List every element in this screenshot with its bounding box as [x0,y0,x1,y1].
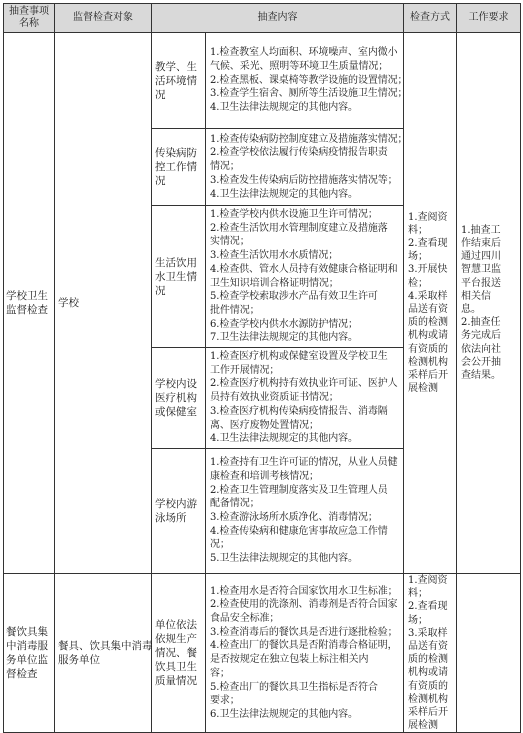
content-line: 1.检查用水是否符合国家饮用水卫生标准； [210,585,398,597]
item-name-line: 餐饮具集 [6,626,48,639]
method-line: 采样后开 [408,706,448,718]
method-line: 2.查看现 [408,601,448,613]
content-line: 1.检查医疗机构或保健室设置及学校卫生 [210,351,388,363]
content-line: 是否按规定在独立包装上标注相关内 [210,654,369,666]
category-line: 饮具卫生 [155,661,197,674]
category-line: 传染病防 [155,147,197,159]
item-name-cell [4,573,55,732]
content-cell [206,129,408,206]
method-cell [404,33,457,574]
content-line: 3.检查生活饮用水水质情况； [210,250,339,262]
header-requirement: 工作要求 [457,4,521,33]
category-line: 况 [155,88,166,101]
content-cell [206,33,408,129]
method-line: 检； [408,277,428,289]
category-line: 活环境情 [155,74,197,87]
requirement-line: 平台报送 [461,277,501,289]
method-line: 料； [408,224,428,236]
method-line: 场； [408,614,428,626]
method-line: 机构或请 [408,330,448,342]
method-line: 1.查阅资 [408,574,448,586]
object-line: 学校 [58,296,79,309]
method-line: 2.查看现 [408,237,448,249]
content-line: 4.检查出厂的餐饮具是否附消毒合格证明， [210,640,398,652]
method-line: 检测机构 [408,693,448,705]
content-cell [206,348,404,449]
table-row [4,33,521,129]
category-cell [152,448,206,573]
object-cell [55,573,152,732]
content-line: 6.检查学校内供水水源防护情况； [210,318,358,330]
content-line: 5.检查学校索取涉水产品有效卫生许可 [210,291,378,303]
method-line: 料； [408,588,428,600]
method-line: 品送有资 [408,303,448,315]
content-line: 2.检查黑板、课桌椅等教学设施的设置情况； [210,74,408,86]
method-line: 4.采取样 [408,290,448,302]
category-line: 泳场所 [155,511,187,524]
category-line: 生活饮用 [155,256,197,269]
category-line: 单位依法 [155,619,197,632]
header-item-name-line1: 抽查事项 [9,6,49,17]
requirement-line: 通过四川 [461,251,501,263]
content-line: 2.检查卫生管理制度落实及卫生管理人员 [210,484,388,496]
content-line: 2.检查生活饮用水管理制度建立及措施落 [210,222,388,234]
content-line: 实情况； [210,236,250,248]
category-cell [152,33,206,129]
category-cell [152,129,206,206]
content-line: 3.检查医疗机构传染病疫情报告、消毒隔 [210,405,388,417]
content-line: 3.检查游泳场所水质净化、消毒情况； [210,511,378,523]
table-row [4,573,521,732]
content-line: 2.检查学校依法履行传染病疫情报告职责 [210,147,388,159]
category-line: 况 [155,284,166,297]
table-body [4,33,521,733]
content-line: 食品安全标准； [210,613,280,625]
object-line: 服务单位 [58,654,100,667]
item-name-line: 督检查 [6,668,38,681]
content-line: 情况； [210,161,240,173]
content-line: 2.检查医疗机构持有效执业许可证、医护人 [210,378,398,390]
requirement-line: 会公开抽 [461,356,501,368]
content-line: 5.卫生法律法规规定的其他内容。 [210,553,358,565]
content-line: 3.检查学生宿舍、厕所等生活设施卫生情况； [210,88,408,100]
requirement-line: 智慧卫监 [461,264,501,276]
content-line: 5.检查出厂的餐饮具卫生指标是否符合 [210,681,378,693]
category-line: 情况、餐 [155,647,197,660]
content-line: 员持有效执业资质证书情况； [210,392,339,404]
content-line: 4.卫生法律法规规定的其他内容。 [210,102,358,114]
category-line: 教学、生 [155,60,197,73]
category-line: 控工作情 [155,161,197,173]
requirement-line: 作结束后 [461,237,501,249]
method-line: 检测机构 [408,356,448,368]
category-cell [152,348,206,449]
content-line: 3.检查发生传染病后防控措施落实情况等； [210,174,398,186]
category-cell [152,573,206,732]
requirement-line: 相关信 [461,290,491,302]
category-line: 质量情况 [155,675,197,688]
header-item-name [4,4,55,33]
method-line: 3.开展快 [408,264,448,276]
method-line: 3.采取样 [408,627,448,639]
content-cell [206,206,404,348]
content-line: 1.检查学校内供水设施卫生许可情况； [210,209,378,220]
content-line: 4.检查供、管水人员持有效健康合格证明和 [210,263,398,275]
header-item-name-line2: 名称 [19,18,39,29]
object-line: 餐具、饮具集中消毒 [58,640,153,653]
category-line: 学校内游 [155,497,197,510]
content-line: 6.卫生法律法规规定的其他内容。 [210,708,358,720]
content-line: 批件情况； [210,304,260,316]
content-line: 气候、采光、照明等环境卫生质量情况； [210,60,389,72]
header-method: 检查方式 [404,4,457,33]
item-name-line: 中消毒服 [6,640,48,653]
category-line: 依规生产 [155,633,197,646]
requirement-line: 依法向社 [461,343,501,355]
method-line: 采样后开 [408,369,448,381]
item-name-line: 务单位监 [6,654,48,667]
method-line: 1.查阅资 [408,211,448,223]
method-line: 展检测 [408,383,438,395]
table-header-row [4,4,521,33]
content-line: 3.检查消毒后的餐饮具是否进行逐批检验； [210,626,398,638]
requirement-cell [457,33,521,574]
content-line: 4.卫生法律法规规定的其他内容。 [210,188,358,200]
inspection-table [3,3,521,733]
method-line: 品送有资 [408,640,448,652]
object-cell [55,33,152,574]
method-line: 质的检测 [408,317,448,329]
item-name-line: 监督检查 [6,303,48,316]
content-cell [206,448,404,573]
requirement-line: 1.抽查工 [461,224,501,236]
method-line: 有资质的 [408,343,448,355]
requirement-line: 务完成后 [461,330,501,342]
method-line: 机构或请 [408,667,448,679]
method-line: 质的检测 [408,654,448,666]
requirement-line: 查结果。 [461,369,501,381]
content-line: 工作开展情况； [210,364,280,376]
content-line: 2.检查使用的洗涤剂、消毒剂是否符合国家 [210,599,398,611]
content-line: 1.检查持有卫生许可证的情况，从业人员健 [210,457,398,469]
content-line: 7.卫生法律法规规定的其他内容。 [210,332,358,344]
category-line: 医疗机构 [155,391,197,404]
content-line: 卫生知识培训合格证明情况； [210,277,339,289]
category-cell [152,206,206,348]
category-line: 或保健室 [155,405,197,418]
method-line: 展检测 [408,720,438,732]
content-line: 离、医疗废物处置情况； [210,419,319,431]
content-line: 况； [210,539,230,551]
requirement-line: 2.抽查任 [461,317,501,329]
content-line: 要求； [210,695,240,707]
item-name-line: 学校卫生 [6,289,48,302]
item-name-cell [4,33,55,574]
content-line: 容； [210,667,230,679]
content-line: 康检查和培训考核情况； [210,470,319,482]
method-line: 有资质的 [408,680,448,692]
content-line: 配备情况； [210,498,260,510]
content-line: 4.检查传染病和健康危害事故应急工作情 [210,525,388,537]
content-cell [206,573,404,732]
requirement-line: 息。 [461,303,481,315]
requirement-cell [457,573,521,732]
category-line: 况 [155,175,166,187]
content-line: 1.检查传染病防控制度建立及措施落实情况； [210,133,408,145]
header-content: 抽查内容 [152,4,404,33]
method-cell [404,573,457,732]
content-line: 1.检查教室人均面积、环境噪声、室内微小 [210,47,398,59]
category-line: 学校内设 [155,377,197,390]
header-object: 监督检查对象 [55,4,152,33]
content-line: 4.卫生法律法规规定的其他内容。 [210,433,358,445]
method-line: 场； [408,251,428,263]
category-line: 水卫生情 [155,270,197,283]
